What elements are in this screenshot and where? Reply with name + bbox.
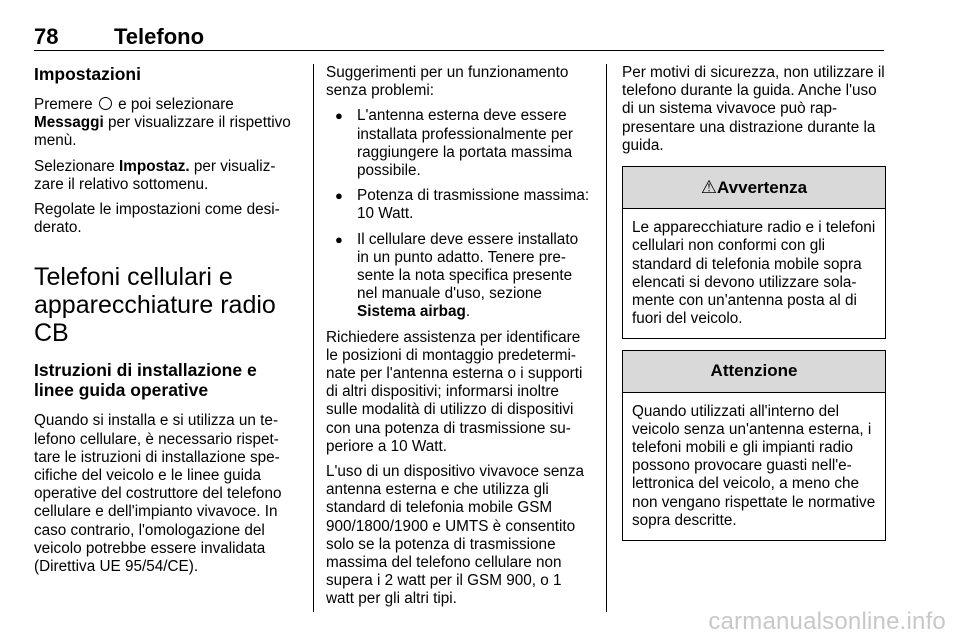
paragraph-premere: Premere e poi selezionare Messaggi per visualizzare il rispettivo menù.: [34, 96, 291, 150]
column-divider: [606, 64, 607, 612]
column-left: [34, 64, 296, 583]
caution-text: Quando utilizzati all'interno del veicolo senza un'antenna esterna, i telefoni mobili e gli impianti radio possono provocare guasti nell'elettronica del veicolo, a meno che non vengano rispettate le normative sopra descritte.: [632, 402, 876, 529]
paragraph-regolate: Regolate le impostazioni come desiderato.: [34, 201, 280, 237]
bullet-icon: ●: [335, 188, 343, 204]
paragraph-selezionare: Selezionare Impostaz. per visualizzare il relativo sottomenu.: [34, 157, 276, 193]
column-middle: [326, 64, 590, 616]
paragraph-vivavoce: L'uso di un dispositivo vivavoce senza antenna esterna e che utilizza gli standard di telefonia mobile GSM 900/1800/1900 e UMTS è consentito solo se la potenza di trasmissione massima del telefono cellulare non supera i 2 watt per il GSM 900, o 1 watt per gli altri tipi.: [326, 463, 585, 608]
warning-icon: ⚠: [700, 177, 718, 198]
paragraph-sicurezza: Per motivi di sicurezza, non utilizzare il telefono durante la guida. Anche l'uso di un sistema vivavoce può rappresentare una distrazione durante la guida.: [622, 64, 885, 154]
column-divider: [313, 64, 314, 612]
subsection-title: Istruzioni di installazione e linee guida operative: [34, 360, 257, 401]
warning-text: Le apparecchiature radio e i telefoni cellulari non conformi con gli standard di telefonia mobile sopra elencati si devono utilizzare solamente con un'antenna posta al di fuori del veicolo.: [632, 219, 876, 328]
list-item: ● L'antenna esterna deve essere installata professionalmente per raggiungere la portata massima possibile.: [335, 107, 573, 180]
bullet-icon: ●: [335, 108, 343, 124]
caution-title: Attenzione: [623, 351, 885, 392]
caution-box: [622, 350, 886, 541]
warning-box: [622, 166, 886, 339]
page-number: 78: [34, 24, 59, 49]
paragraph-assistenza: Richiedere assistenza per identificare le posizioni di montaggio predeterminate per l'antenna esterna o i supporti di altri dispositivi; informarsi inoltre sulle modalità di utilizzo di dispositivi con una potenza di trasmissione superiore a 10 Watt.: [326, 328, 583, 455]
paragraph-suggerimenti: Suggerimenti per un funzionamento senza problemi:: [326, 64, 569, 100]
page-header: [34, 20, 884, 51]
bullet-icon: ●: [335, 231, 343, 247]
tips-list: [326, 107, 590, 321]
section-title: Telefoni cellulari e apparecchiature radio CB: [34, 263, 276, 348]
column-right: [622, 64, 886, 541]
home-icon: [99, 97, 112, 110]
watermark: carmanualsonline.info: [708, 608, 946, 635]
warning-title: ⚠Avvertenza: [623, 167, 885, 209]
chapter-title: Telefono: [114, 24, 205, 49]
heading-impostazioni: Impostazioni: [34, 64, 141, 84]
list-item: ● Potenza di trasmissione massima: 10 Watt.: [335, 187, 590, 223]
list-item: ● Il cellulare deve essere installato in un punto adatto. Tenere presente la nota specifica presente nel manuale d'uso, sezione Sistema airbag.: [335, 230, 579, 321]
paragraph-installazione: Quando si installa e si utilizza un telefono cellulare, è necessario rispettare le istruzioni di installazione specifiche del veicolo e le linee guida operative del costruttore del telefono cellulare e dell'impianto vivavoce. In caso contrario, l'omologazione del veicolo potrebbe essere invalidata (Direttiva UE 95/54/CE).: [34, 412, 282, 576]
